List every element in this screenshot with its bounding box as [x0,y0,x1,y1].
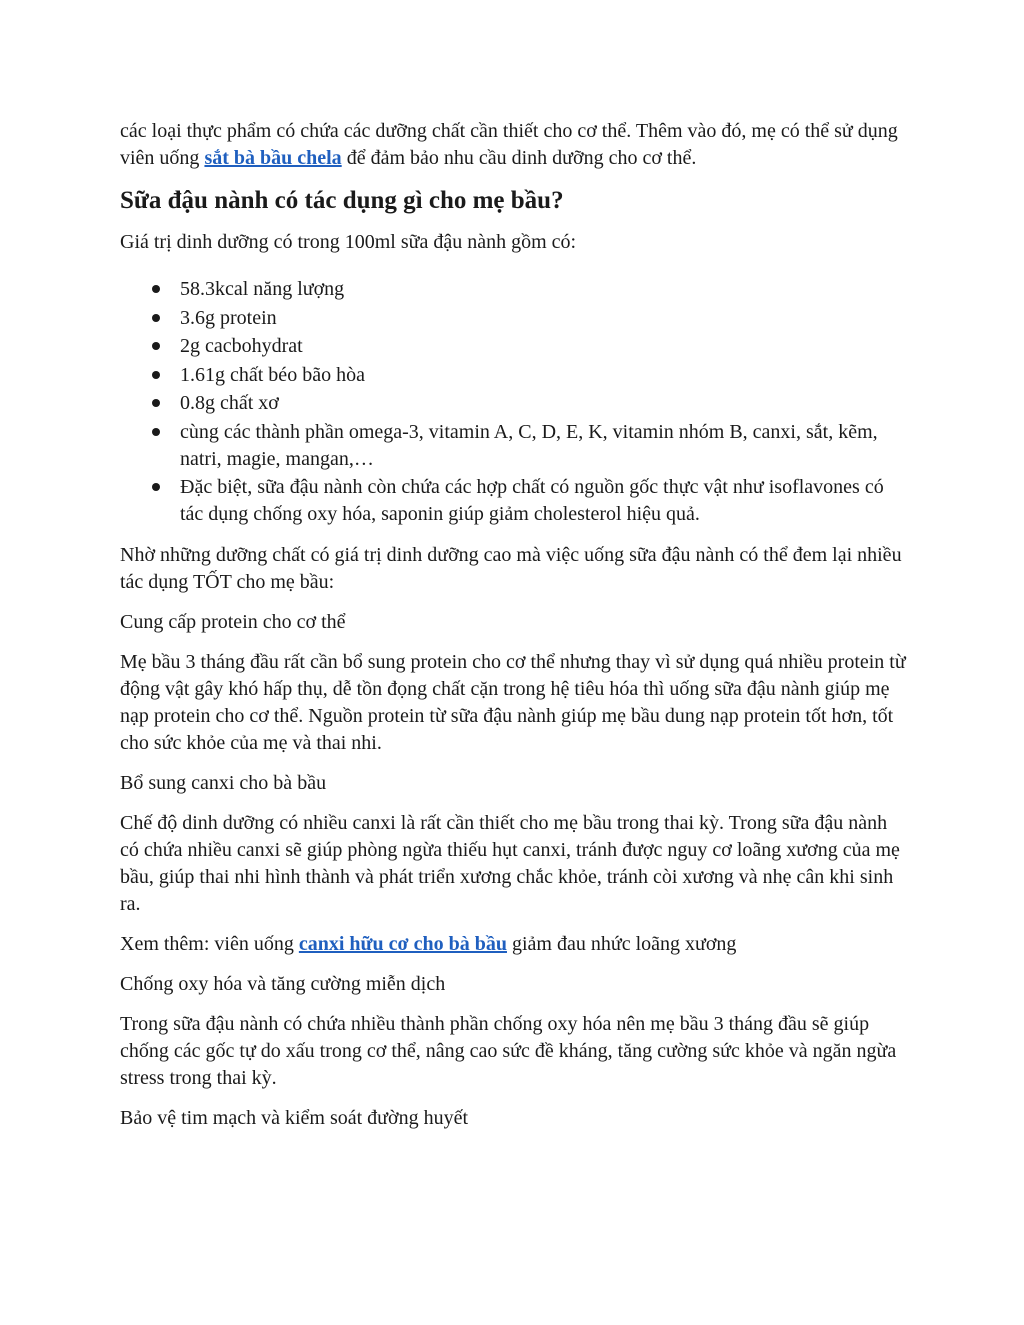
subsection-body-calcium: Chế độ dinh dưỡng có nhiều canxi là rất cần thiết cho mẹ bầu trong thai kỳ. Trong sữa đậu nành có chứa nhiều canxi sẽ giúp phòng ngừa thiếu hụt canxi, tránh được nguy cơ loãng xương của mẹ bầu, giúp thai nhi hình thành và phát triển xương chắc khỏe, tránh còi xương và nhẹ cân khi sinh ra. [120,812,900,915]
list-item: 58.3kcal năng lượng [120,276,906,303]
link-sat-ba-bau-chela[interactable]: sắt bà bầu chela [204,147,342,169]
list-item: 3.6g protein [120,305,906,332]
intro-text-b: để đảm bảo nhu cầu dinh dưỡng cho cơ thể. [341,147,697,169]
subsection-title-heart: Bảo vệ tim mạch và kiểm soát đường huyết [120,1107,469,1129]
list-item: 2g cacbohydrat [120,333,906,360]
subsection-title-protein: Cung cấp protein cho cơ thể [120,611,346,633]
nutrition-list [120,276,906,528]
list-item: Đặc biệt, sữa đậu nành còn chứa các hợp chất có nguồn gốc thực vật như isoflavones có tác dụng chống oxy hóa, saponin giúp giảm cholesterol hiệu quả. [120,474,906,528]
list-item: cùng các thành phần omega-3, vitamin A, C, D, E, K, vitamin nhóm B, canxi, sắt, kẽm, natri, magie, mangan,… [120,419,906,473]
nutrition-intro: Giá trị dinh dưỡng có trong 100ml sữa đậu nành gồm có: [120,231,577,253]
see-also-paragraph [120,931,906,958]
section-heading: Sữa đậu nành có tác dụng gì cho mẹ bầu? [120,187,564,214]
intro-paragraph [120,118,906,172]
subsection-body-antioxidant: Trong sữa đậu nành có chứa nhiều thành phần chống oxy hóa nên mẹ bầu 3 tháng đầu sẽ giúp chống các gốc tự do xấu trong cơ thể, nâng cao sức đề kháng, tăng cường sức khỏe và ngăn ngừa stress trong thai kỳ. [120,1013,897,1089]
document-page [120,118,906,1145]
link-canxi-huu-co[interactable]: canxi hữu cơ cho bà bầu [298,933,507,955]
see-also-suffix: giảm đau nhức loãng xương [506,933,737,955]
list-item: 1.61g chất béo bão hòa [120,362,906,389]
subsection-title-antioxidant: Chống oxy hóa và tăng cường miễn dịch [120,973,446,995]
list-item: 0.8g chất xơ [120,390,906,417]
see-also-prefix: Xem thêm: viên uống [120,933,299,955]
intro-text-a: các loại thực phẩm có chứa các dưỡng chất cần thiết cho cơ thể. Thêm vào đó, mẹ có thể sử dụng viên uống [120,120,898,169]
subsection-title-calcium: Bổ sung canxi cho bà bầu [120,772,327,794]
subsection-body-protein: Mẹ bầu 3 tháng đầu rất cần bổ sung protein cho cơ thể nhưng thay vì sử dụng quá nhiều protein từ động vật gây khó hấp thụ, dễ tồn đọng chất cặn trong hệ tiêu hóa thì uống sữa đậu nành giúp mẹ nạp protein cho cơ thể. Nguồn protein từ sữa đậu nành giúp mẹ bầu dung nạp protein tốt hơn, tốt cho sức khỏe của mẹ và thai nhi. [120,651,906,754]
benefits-intro: Nhờ những dưỡng chất có giá trị dinh dưỡng cao mà việc uống sữa đậu nành có thể đem lại nhiều tác dụng TỐT cho mẹ bầu: [120,544,902,593]
